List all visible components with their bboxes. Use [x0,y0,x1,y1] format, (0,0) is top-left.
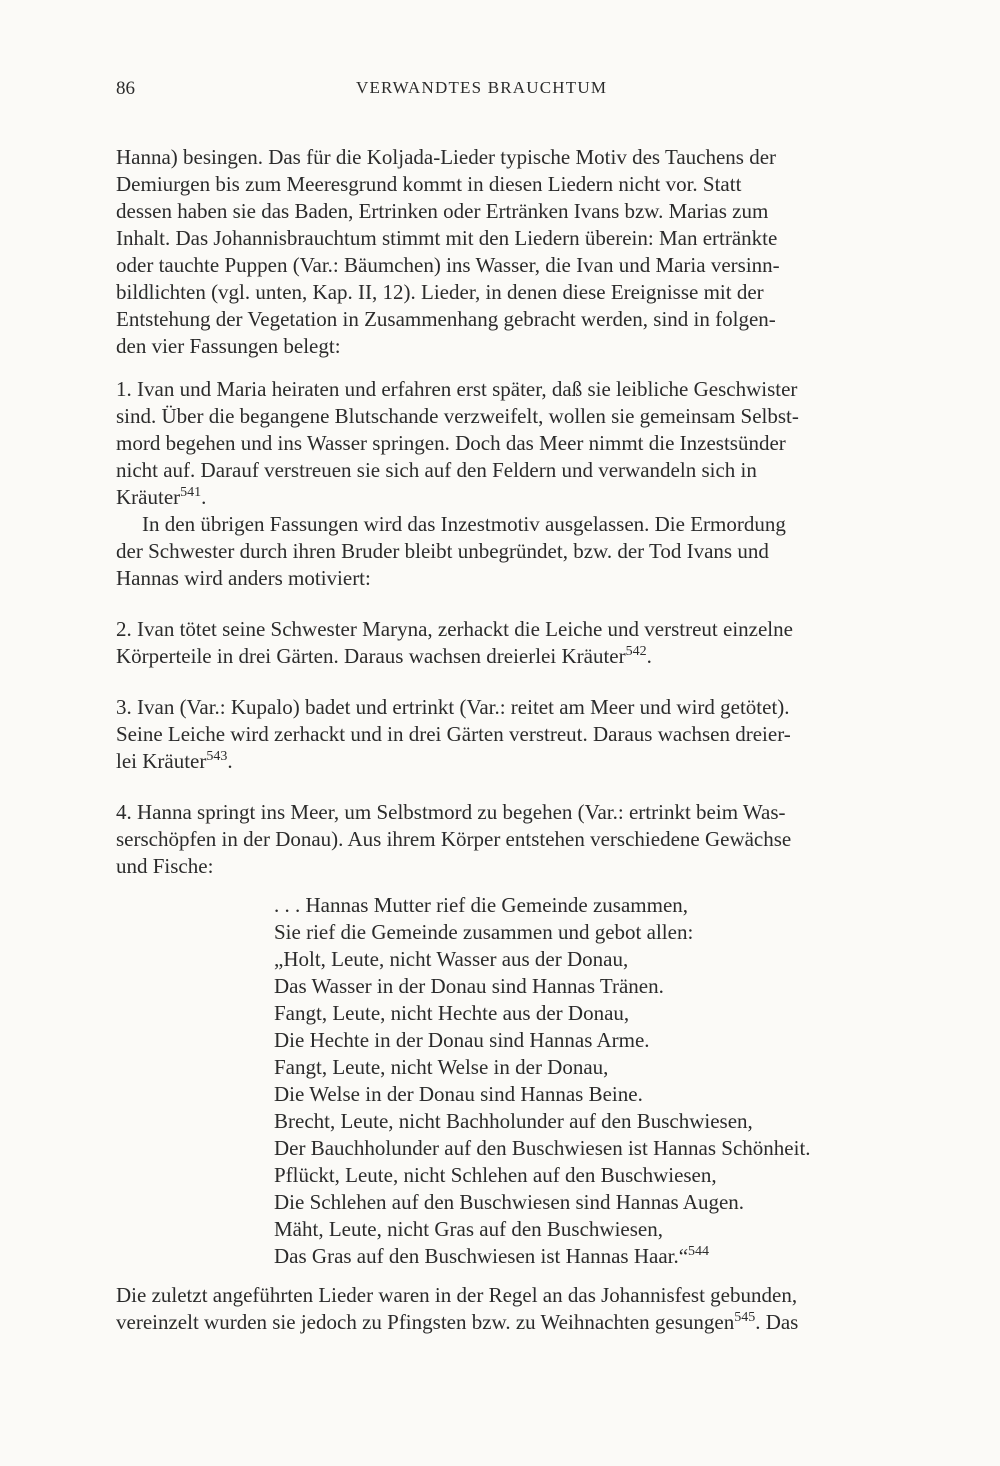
text-line [116,484,906,511]
list-item-3 [116,694,906,775]
text-line: 3. Ivan (Var.: Kupalo) badet und ertrinkt (Var.: reitet am Meer und wird getötet). [116,695,790,719]
verse-quotation [116,892,906,1270]
verse-line: Die Hechte in der Donau sind Hannas Arme. [274,1028,650,1052]
text-line: In den übrigen Fassungen wird das Inzestmotiv ausgelassen. Die Ermordung [142,512,786,536]
footnote-marker: 543 [206,749,228,764]
text-line [116,748,906,775]
footnote-marker: 542 [625,644,647,659]
text-line: Hanna) besingen. Das für die Koljada-Lieder typische Motiv des Tauchens der [116,145,777,169]
text-fragment: vereinzelt wurden sie jedoch zu Pfingsten bzw. zu Weihnachten gesungen [116,1310,735,1334]
text-line: 2. Ivan tötet seine Schwester Maryna, zerhackt die Leiche und verstreut einzelne [116,617,793,641]
verse-line: Pflückt, Leute, nicht Schlehen auf den Buschwiesen, [274,1163,717,1187]
footnote-marker: 544 [688,1244,710,1259]
text-fragment: . [201,485,207,509]
verse-line: Fangt, Leute, nicht Welse in der Donau, [274,1055,609,1079]
text-line: mord begehen und ins Wasser springen. Doch das Meer nimmt die Inzestsünder [116,431,786,455]
text-line: bildlichten (vgl. unten, Kap. II, 12). Lieder, in denen diese Ereignisse mit der [116,280,764,304]
verse-line: Brecht, Leute, nicht Bachholunder auf den Buschwiesen, [274,1109,753,1133]
text-fragment: Kräuter [116,485,181,509]
text-line: oder tauchte Puppen (Var.: Bäumchen) ins Wasser, die Ivan und Maria versinn- [116,253,780,277]
verse-line: Das Wasser in der Donau sind Hannas Tränen. [274,974,664,998]
text-fragment: Das Gras auf den Buschwiesen ist Hannas Haar.“ [274,1244,689,1268]
paragraph-closing [116,1282,906,1336]
list-item-2 [116,616,906,670]
text-line: Inhalt. Das Johannisbrauchtum stimmt mit den Liedern überein: Man ertränkte [116,226,778,250]
text-line [116,1309,906,1336]
text-line: nicht auf. Darauf verstreuen sie sich auf den Feldern und verwandeln sich in [116,458,757,482]
text-line: serschöpfen in der Donau). Aus ihrem Körper entstehen verschiedene Gewächse [116,827,792,851]
text-line: Hannas wird anders motiviert: [116,566,371,590]
verse-line: Die Welse in der Donau sind Hannas Beine. [274,1082,643,1106]
paragraph-variants [116,511,906,592]
text-line: 4. Hanna springt ins Meer, um Selbstmord zu begehen (Var.: ertrinkt beim Was- [116,800,786,824]
verse-line: Sie rief die Gemeinde zusammen und gebot allen: [274,920,694,944]
verse-line: „Holt, Leute, nicht Wasser aus der Donau, [274,947,629,971]
list-item-4 [116,799,906,880]
text-line: und Fische: [116,854,214,878]
text-line: Demiurgen bis zum Meeresgrund kommt in diesen Liedern nicht vor. Statt [116,172,742,196]
footnote-marker: 545 [734,1310,756,1325]
text-line: Entstehung der Vegetation in Zusammenhang gebracht werden, sind in folgen- [116,307,776,331]
text-fragment: . Das [755,1310,799,1334]
text-line: den vier Fassungen belegt: [116,334,341,358]
text-line: 1. Ivan und Maria heiraten und erfahren erst später, daß sie leibliche Geschwister [116,377,798,401]
text-line: Seine Leiche wird zerhackt und in drei Gärten verstreut. Daraus wachsen dreier- [116,722,791,746]
text-fragment: . [646,644,652,668]
text-fragment: lei Kräuter [116,749,207,773]
page-number: 86 [116,78,135,99]
body-text [116,144,906,1336]
verse-line: Fangt, Leute, nicht Hechte aus der Donau, [274,1001,630,1025]
text-fragment: Körperteile in drei Gärten. Daraus wachsen dreierlei Kräuter [116,644,626,668]
paragraph-intro [116,144,906,360]
footnote-marker: 541 [180,485,202,500]
text-line: der Schwester durch ihren Bruder bleibt unbegründet, bzw. der Tod Ivans und [116,539,769,563]
text-line: Die zuletzt angeführten Lieder waren in der Regel an das Johannisfest gebunden, [116,1283,798,1307]
page-header [116,78,896,102]
text-line: sind. Über die begangene Blutschande verzweifelt, wollen sie gemeinsam Selbst- [116,404,799,428]
list-item-1 [116,376,906,511]
text-line [116,643,906,670]
verse-line: Die Schlehen auf den Buschwiesen sind Hannas Augen. [274,1190,745,1214]
verse-line [116,1243,906,1270]
verse-line: Der Bauchholunder auf den Buschwiesen ist Hannas Schönheit. [274,1136,811,1160]
verse-line: Mäht, Leute, nicht Gras auf den Buschwiesen, [274,1217,663,1241]
running-head: VERWANDTES BRAUCHTUM [356,78,608,97]
text-fragment: . [227,749,233,773]
text-line: dessen haben sie das Baden, Ertrinken oder Ertränken Ivans bzw. Marias zum [116,199,769,223]
verse-line: . . . Hannas Mutter rief die Gemeinde zusammen, [274,893,689,917]
